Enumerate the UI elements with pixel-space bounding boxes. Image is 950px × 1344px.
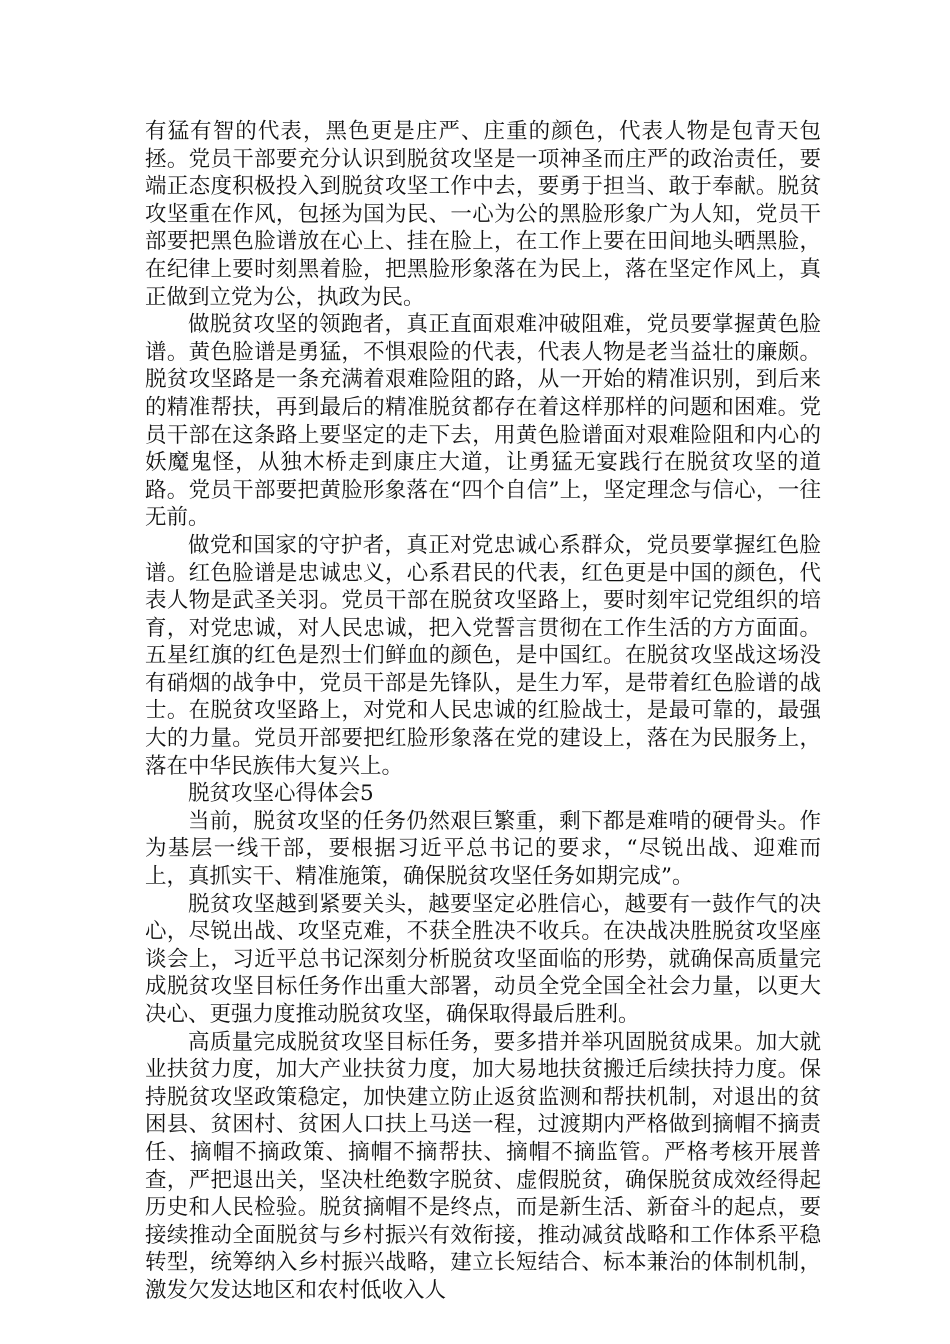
body-paragraph: 当前，脱贫攻坚的任务仍然艰巨繁重，剩下都是难啃的硬骨头。作为基层一线干部，要根据习近平总书记的要求，“尽锐出战、迎难而上，真抓实干、精准施策，确保脱贫攻坚任务如期完成”。 — [145, 808, 821, 890]
body-paragraph: 脱贫攻坚越到紧要关头，越要坚定必胜信心，越要有一鼓作气的决心，尽锐出战、攻坚克难，不获全胜决不收兵。在决战决胜脱贫攻坚座谈会上，习近平总书记深刻分析脱贫攻坚面临的形势，就确保高质量完成脱贫攻坚目标任务作出重大部署，动员全党全国全社会力量，以更大决心、更强力度推动脱贫攻坚，确保取得最后胜利。 — [145, 891, 821, 1027]
body-paragraph: 高质量完成脱贫攻坚目标任务，要多措并举巩固脱贫成果。加大就业扶贫力度，加大产业扶贫力度，加大易地扶贫搬迁后续扶持力度。保持脱贫攻坚政策稳定，加快建立防止返贫监测和帮扶机制，对退出的贫困县、贫困村、贫困人口扶上马送一程，过渡期内严格做到摘帽不摘责任、摘帽不摘政策、摘帽不摘帮扶、摘帽不摘监管。严格考核开展普查，严把退出关，坚决杜绝数字脱贫、虚假脱贫，确保脱贫成效经得起历史和人民检验。脱贫摘帽不是终点，而是新生活、新奋斗的起点，要接续推动全面脱贫与乡村振兴有效衔接，推动减贫战略和工作体系平稳转型，统筹纳入乡村振兴战略，建立长短结合、标本兼治的体制机制，激发欠发达地区和农村低收入人 — [145, 1029, 821, 1303]
body-paragraph: 做党和国家的守护者，真正对党忠诚心系群众，党员要掌握红色脸谱。红色脸谱是忠诚忠义，心系君民的代表，红色更是中国的颜色，代表人物是武圣关羽。党员干部在脱贫攻坚路上，要时刻牢记党组织的培育，对党忠诚，对人民忠诚，把入党誓言贯彻在工作生活的方方面面。五星红旗的红色是烈士们鲜血的颜色，是中国红。在脱贫攻坚战这场没有硝烟的战争中，党员干部是先锋队，是生力军，是带着红色脸谱的战士。在脱贫攻坚路上，对党和人民忠诚的红脸战士，是最可靠的，最强大的力量。党员开部要把红脸形象落在党的建设上，落在为民服务上，落在中华民族伟大复兴上。 — [145, 532, 821, 779]
document-page — [145, 118, 821, 1305]
body-paragraph: 做脱贫攻坚的领跑者，真正直面艰难冲破阻难，党员要掌握黄色脸谱。黄色脸谱是勇猛，不惧艰险的代表，代表人物是老当益壮的廉颇。脱贫攻坚路是一条充满着艰难险阻的路，从一开始的精准识别，到后来的精准帮扶，再到最后的精准脱贫都存在着这样那样的问题和困难。党员干部在这条路上要坚定的走下去，用黄色脸谱面对艰难险阻和内心的妖魔鬼怪，从独木桥走到康庄大道，让勇猛无宴践行在脱贫攻坚的道路。党员干部要把黄脸形象落在“四个自信”上，坚定理念与信心，一往无前。 — [145, 312, 821, 531]
body-paragraph: 有猛有智的代表，黑色更是庄严、庄重的颜色，代表人物是包青天包拯。党员干部要充分认识到脱贫攻坚是一项神圣而庄严的政治责任，要端正态度积极投入到脱贫攻坚工作中去，要勇于担当、敢于奉献。脱贫攻坚重在作风，包拯为国为民、一心为公的黑脸形象广为人知，党员干部要把黑色脸谱放在心上、挂在脸上，在工作上要在田间地头晒黑脸，在纪律上要时刻黑着脸，把黑脸形象落在为民上，落在坚定作风上，真正做到立党为公，执政为民。 — [145, 119, 821, 310]
section-heading: 脱贫攻坚心得体会5 — [188, 781, 374, 807]
